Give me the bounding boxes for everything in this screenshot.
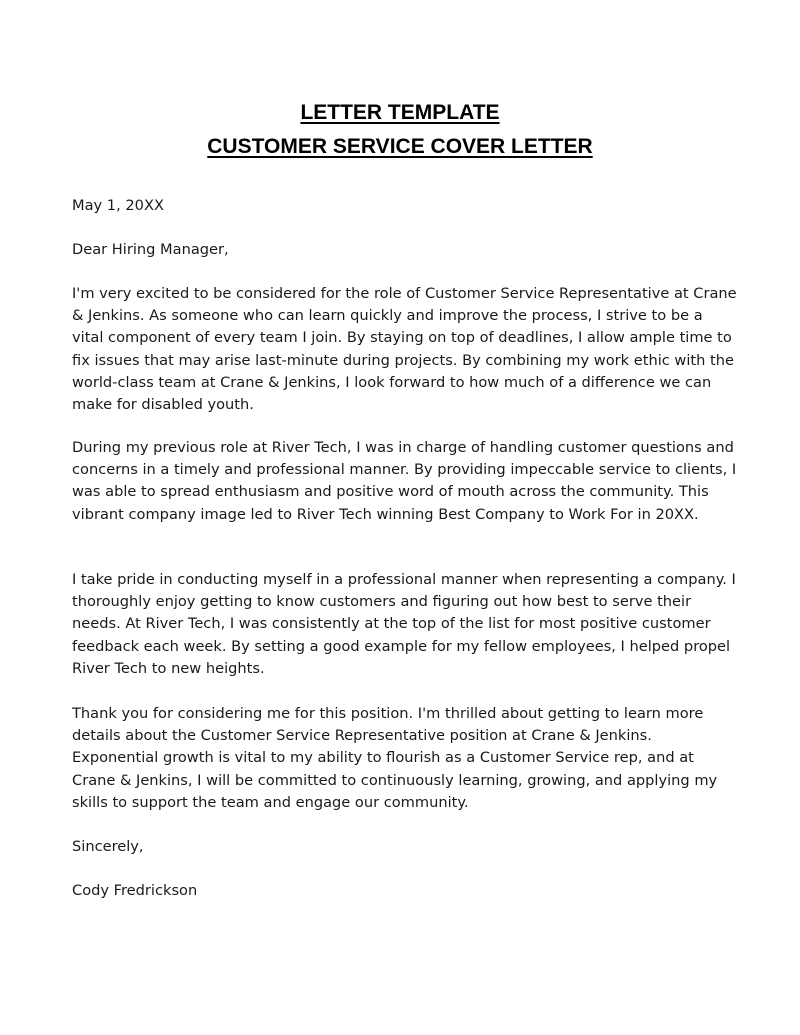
document-subtitle: CUSTOMER SERVICE COVER LETTER <box>207 135 593 158</box>
title-block <box>0 96 800 164</box>
document-title: LETTER TEMPLATE <box>300 101 500 124</box>
letter-date: May 1, 20XX <box>72 197 164 214</box>
letter-paragraph-2: During my previous role at River Tech, I was in charge of handling customer questions and concerns in a timely and professional manner. By providing impeccable service to clients, I was able to spread enthusiasm and positive word of mouth across the community. This vibrant company image led to River Tech winning Best Company to Work For in 20XX. <box>72 439 737 523</box>
letter-paragraph-1: I'm very excited to be considered for the role of Customer Service Representative at Crane & Jenkins. As someone who can learn quickly and improve the process, I strive to be a vital component of every team I join. By staying on top of deadlines, I allow ample time to fix issues that may arise last-minute during projects. By combining my work ethic with the world-class team at Crane & Jenkins, I look forward to how much of a difference we can make for disabled youth. <box>72 285 737 414</box>
letter-salutation: Dear Hiring Manager, <box>72 241 229 258</box>
letter-closing: Sincerely, <box>72 838 144 855</box>
letter-signature: Cody Fredrickson <box>72 882 198 899</box>
letter-paragraph-3: I take pride in conducting myself in a professional manner when representing a company. I thoroughly enjoy getting to know customers and figuring out how best to serve their needs. At River Tech, I was consistently at the top of the list for most positive customer feedback each week. By setting a good example for my fellow employees, I helped propel River Tech to new heights. <box>72 571 736 677</box>
letter-paragraph-4: Thank you for considering me for this position. I'm thrilled about getting to learn more details about the Customer Service Representative position at Crane & Jenkins. Exponential growth is vital to my ability to flourish as a Customer Service rep, and at Crane & Jenkins, I will be committed to continuously learning, growing, and applying my skills to support the team and engage our community. <box>72 705 718 811</box>
